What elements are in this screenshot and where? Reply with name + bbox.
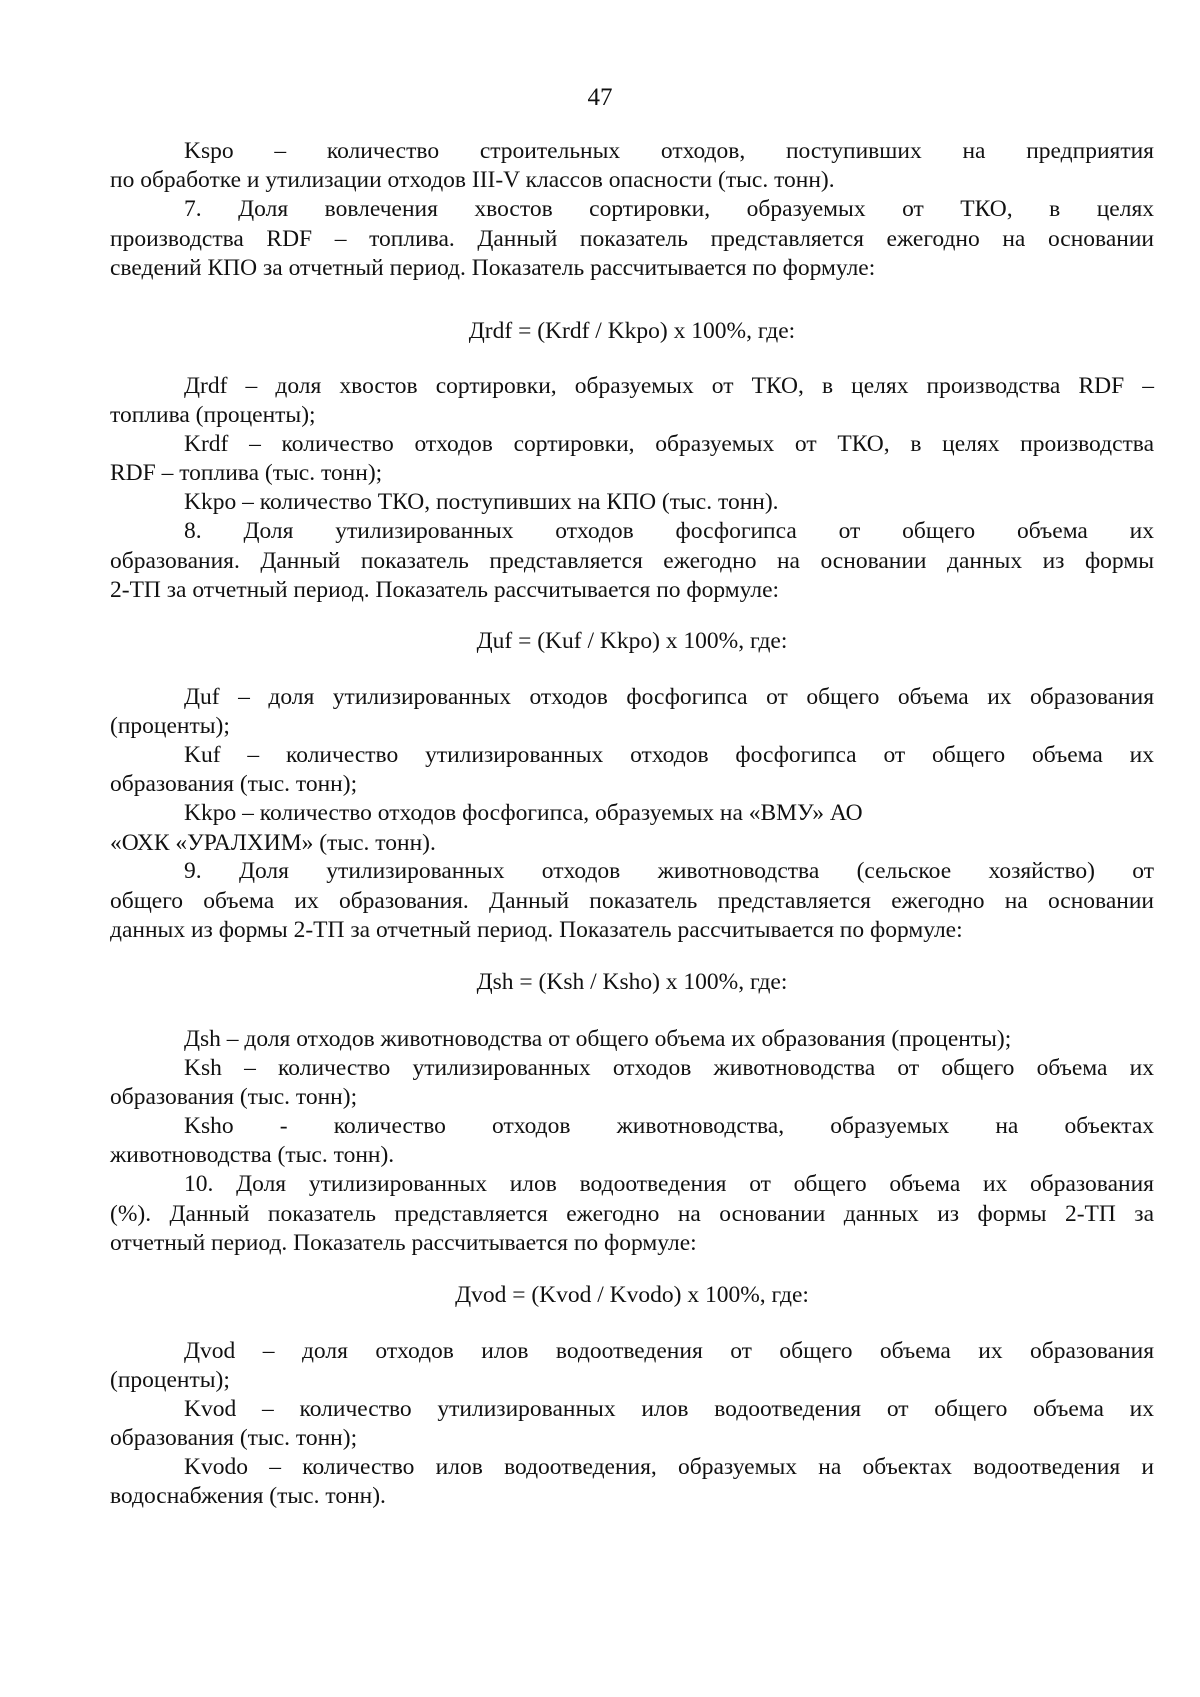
kvodo-line-1: Kvodo – количество илов водоотведения, образуемых на объектах водоотведения и — [184, 1454, 1154, 1480]
item-8-paragraph — [110, 517, 1154, 576]
kkpo-7-definition — [110, 488, 1154, 518]
kspo-definition — [110, 137, 1154, 167]
kvodo-definition — [110, 1453, 1154, 1483]
item-10-line-1: 10. Доля утилизированных илов водоотведения от общего объема их образования — [184, 1171, 1154, 1197]
duf-line-2: (проценты); — [110, 713, 230, 739]
ksho-definition-end — [110, 1141, 1154, 1171]
krdf-definition-end — [110, 459, 1154, 489]
kuf-line-1: Kuf – количество утилизированных отходов фосфогипса от общего объема их — [184, 742, 1154, 768]
kvod-line-2: образования (тыс. тонн); — [110, 1425, 358, 1451]
item-10-line-3: отчетный период. Показатель рассчитывается по формуле: — [110, 1230, 697, 1256]
duf-definition-end — [110, 712, 1154, 742]
kuf-definition — [110, 741, 1154, 771]
dsh-definition — [110, 1025, 1154, 1055]
item-7-line-1: 7. Доля вовлечения хвостов сортировки, образуемых от ТКО, в целях — [184, 196, 1154, 222]
item-10-paragraph-end — [110, 1229, 1154, 1259]
kvod-definition-end — [110, 1424, 1154, 1454]
formula-duf: Дuf = (Kuf / Kkpo) x 100%, где: — [476, 628, 788, 654]
item-9-paragraph — [110, 857, 1154, 916]
kspo-definition-line-1: Kspo – количество строительных отходов, поступивших на предприятия — [184, 138, 1154, 164]
item-7-paragraph — [110, 195, 1154, 254]
kkpo-8-definition — [110, 799, 1154, 858]
duf-definition — [110, 683, 1154, 713]
krdf-line-1: Krdf – количество отходов сортировки, образуемых от ТКО, в целях производства — [184, 431, 1154, 457]
item-7-line-3: сведений КПО за отчетный период. Показатель рассчитывается по формуле: — [110, 255, 876, 281]
item-10-line-2: (%). Данный показатель представляется ежегодно на основании данных из формы 2-ТП за — [110, 1200, 1154, 1227]
kspo-definition-line-2: по обработке и утилизации отходов III-V классов опасности (тыс. тонн). — [110, 167, 835, 193]
ksho-line-2: животноводства (тыс. тонн). — [110, 1142, 395, 1168]
drdf-line-1: Дrdf – доля хвостов сортировки, образуемых от ТКО, в целях производства RDF – — [184, 373, 1154, 399]
krdf-line-2: RDF – топлива (тыс. тонн); — [110, 460, 383, 486]
dvod-line-2: (проценты); — [110, 1367, 230, 1393]
item-9-line-1: 9. Доля утилизированных отходов животноводства (сельское хозяйство) от — [184, 858, 1154, 884]
item-8-line-3: 2-ТП за отчетный период. Показатель рассчитывается по формуле: — [110, 577, 780, 603]
page-number: 47 — [587, 84, 613, 111]
kvodo-definition-end — [110, 1482, 1154, 1512]
formula-drdf: Дrdf = (Krdf / Kkpo) x 100%, где: — [468, 318, 796, 344]
kvodo-line-2: водоснабжения (тыс. тонн). — [110, 1483, 386, 1509]
item-8-line-2: образования. Данный показатель представляется ежегодно на основании данных из формы — [110, 547, 1154, 574]
kkpo-8-line-2: «ОХК «УРАЛХИМ» (тыс. тонн). — [110, 829, 436, 856]
drdf-definition-end — [110, 401, 1154, 431]
kkpo-8-line-1: Kkpo – количество отходов фосфогипса, образуемых на «ВМУ» АО — [184, 800, 863, 826]
drdf-definition — [110, 372, 1154, 402]
dvod-definition — [110, 1337, 1154, 1367]
ksho-definition — [110, 1112, 1154, 1142]
kuf-line-2: образования (тыс. тонн); — [110, 771, 358, 797]
dvod-line-1: Дvod – доля отходов илов водоотведения от общего объема их образования — [184, 1338, 1154, 1364]
duf-line-1: Дuf – доля утилизированных отходов фосфогипса от общего объема их образования — [184, 684, 1154, 710]
ksh-definition-end — [110, 1083, 1154, 1113]
item-9-line-3: данных из формы 2-ТП за отчетный период. Показатель рассчитывается по формуле: — [110, 917, 963, 943]
item-7-line-2: производства RDF – топлива. Данный показатель представляется ежегодно на основании — [110, 225, 1154, 252]
krdf-definition — [110, 430, 1154, 460]
ksh-line-2: образования (тыс. тонн); — [110, 1084, 358, 1110]
drdf-line-2: топлива (проценты); — [110, 402, 316, 428]
item-9-paragraph-end — [110, 916, 1154, 946]
kvod-definition — [110, 1395, 1154, 1425]
dsh-line-1: Дsh – доля отходов животноводства от общего объема их образования (проценты); — [184, 1026, 1012, 1052]
ksh-line-1: Ksh – количество утилизированных отходов животноводства от общего объема их — [184, 1055, 1154, 1081]
kvod-line-1: Kvod – количество утилизированных илов водоотведения от общего объема их — [184, 1396, 1154, 1422]
item-7-paragraph-end — [110, 254, 1154, 284]
ksh-definition — [110, 1054, 1154, 1084]
kuf-definition-end — [110, 770, 1154, 800]
formula-dvod: Дvod = (Kvod / Kvodo) x 100%, где: — [455, 1282, 809, 1308]
dvod-definition-end — [110, 1366, 1154, 1396]
item-9-line-2: общего объема их образования. Данный показатель представляется ежегодно на основании — [110, 887, 1154, 914]
ksho-line-1: Ksho - количество отходов животноводства, образуемых на объектах — [184, 1113, 1154, 1139]
formula-dsh: Дsh = (Ksh / Ksho) x 100%, где: — [476, 969, 788, 995]
item-8-paragraph-end — [110, 576, 1154, 606]
item-10-paragraph — [110, 1170, 1154, 1229]
kspo-definition-cont — [110, 166, 1154, 196]
item-8-line-1: 8. Доля утилизированных отходов фосфогипса от общего объема их — [184, 518, 1154, 544]
kkpo-7-line-1: Kkpo – количество ТКО, поступивших на КПО (тыс. тонн). — [184, 489, 779, 515]
